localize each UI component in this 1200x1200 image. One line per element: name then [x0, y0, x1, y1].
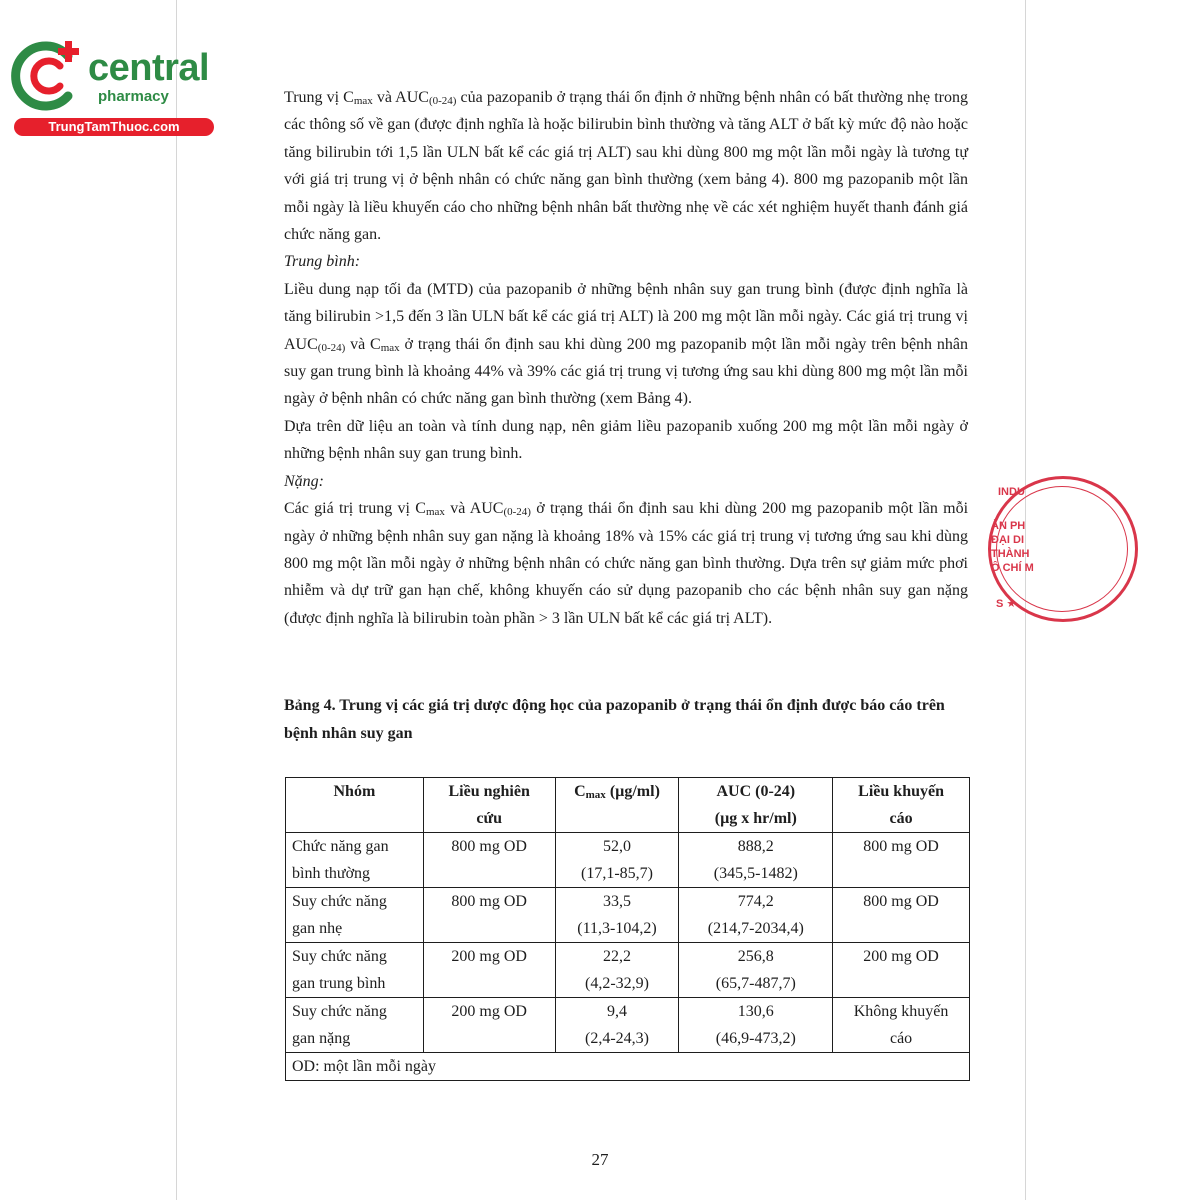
cell-recommended: [833, 943, 970, 998]
cell-text: Suy chức năng: [292, 948, 387, 965]
subscript: (0-24): [428, 95, 457, 107]
stamp-text: INDU: [998, 486, 1025, 498]
table-footnote-row: [286, 1053, 970, 1081]
cell-text: (46,9-473,2): [715, 1030, 796, 1047]
cell-dose: 800 mg OD: [423, 888, 555, 943]
table-row: [286, 833, 970, 888]
header-text: C: [574, 783, 586, 800]
cell-text: gan nặng: [292, 1030, 351, 1047]
heading-severe: Nặng:: [284, 472, 324, 490]
central-pharmacy-logo[interactable]: [10, 38, 215, 138]
paragraph-moderate: [284, 276, 968, 413]
pk-table: [285, 777, 970, 1081]
subscript: max: [585, 789, 606, 801]
cell-text: (65,7-487,7): [715, 975, 796, 992]
header-text: Liều khuyến: [858, 783, 944, 800]
stamp-text: S ★: [996, 598, 1017, 610]
cell-group: [286, 833, 424, 888]
cell-auc: [679, 833, 833, 888]
logo-brand-name: central: [88, 47, 210, 89]
text-run: ở trạng thái ổn định sau khi dùng 200 mg pazopanib một lần mỗi ngày ở những bệnh nhân suy gan nặng là khoảng 18% và 15% các giá trị trung vị tương ứng sau khi dùng 800 mg một lần mỗi ngày ở những bệnh nhân có chức năng gan bình thường. Dựa trên sự giảm mức phơi nhiễm và dự trữ gan hạn chế, không khuyến cáo sử dụng pazopanib cho các bệnh nhân suy gan nặng (được định nghĩa là bilirubin toàn phần > 3 lần ULN bất kể các giá trị ALT).: [284, 500, 969, 627]
cell-text: 200 mg OD: [863, 948, 939, 965]
text-run: và AUC: [372, 89, 429, 106]
cell-text: 33,5: [602, 893, 631, 910]
text-run: và AUC: [444, 500, 504, 518]
cell-text: 22,2: [602, 948, 631, 965]
cell-text: bình thường: [292, 865, 371, 882]
heading-moderate: Trung bình:: [284, 253, 361, 271]
cell-text: 800 mg OD: [863, 893, 939, 910]
cell-text: 9,4: [606, 1003, 627, 1020]
cell-text: 774,2: [737, 893, 774, 910]
header-text: Liều nghiên: [448, 783, 530, 800]
cell-text: (345,5-1482): [713, 865, 798, 882]
header-text: Nhóm: [333, 783, 376, 800]
body-text: [284, 84, 968, 632]
cell-auc: [679, 998, 833, 1053]
cell-text: Chức năng gan: [292, 838, 389, 855]
stamp-text: THÀNH: [991, 548, 1030, 560]
cell-text: Suy chức năng: [292, 1003, 387, 1020]
cell-group: [286, 943, 424, 998]
table-row: [286, 998, 970, 1053]
header-text: cứu: [476, 810, 502, 827]
header-cmax: [555, 778, 679, 833]
table-caption: Bảng 4. Trung vị các giá trị dược động học của pazopanib ở trạng thái ổn định được báo cáo trên bệnh nhân suy gan: [284, 697, 945, 742]
cell-text: Không khuyến: [853, 1003, 949, 1020]
cell-text: 130,6: [737, 1003, 774, 1020]
paragraph-dose-reduction: Dựa trên dữ liệu an toàn và tính dung nạp, nên giảm liều pazopanib xuống 200 mg một lần mỗi ngày ở những bệnh nhân suy gan trung bình.: [284, 417, 968, 463]
cell-text: 888,2: [737, 838, 774, 855]
official-seal-stamp: [982, 474, 1034, 624]
logo-subtitle: pharmacy: [98, 88, 169, 105]
text-run: Các giá trị trung vị C: [284, 500, 426, 518]
cell-recommended: [833, 833, 970, 888]
cell-recommended: [833, 998, 970, 1053]
paragraph-mild: [284, 84, 968, 248]
cell-dose: 800 mg OD: [423, 833, 555, 888]
table-footnote: OD: một lần mỗi ngày: [286, 1053, 970, 1081]
cell-cmax: [555, 998, 679, 1053]
cell-dose: 200 mg OD: [423, 943, 555, 998]
cell-text: Suy chức năng: [292, 893, 387, 910]
cell-text: (4,2-32,9): [585, 975, 649, 992]
cell-text: (214,7-2034,4): [707, 920, 804, 937]
cell-text: (2,4-24,3): [585, 1030, 649, 1047]
stamp-text: Ô CHÍ M: [991, 562, 1034, 574]
logo-url-badge[interactable]: TrungTamThuoc.com: [14, 118, 214, 136]
header-recommended: [833, 778, 970, 833]
cell-text: 52,0: [602, 838, 631, 855]
subscript: (0-24): [317, 341, 346, 354]
cell-recommended: [833, 888, 970, 943]
cell-cmax: [555, 943, 679, 998]
cell-text: (17,1-85,7): [581, 865, 653, 882]
header-text: (µg x hr/ml): [714, 810, 797, 827]
pharmacy-c-cross-icon: [10, 38, 90, 114]
header-dose: [423, 778, 555, 833]
header-text: AUC (0-24): [716, 783, 796, 800]
cell-text: gan trung bình: [292, 975, 386, 992]
cell-text: 256,8: [737, 948, 774, 965]
cell-text: 800 mg OD: [863, 838, 939, 855]
table-row: [286, 943, 970, 998]
cell-text: gan nhẹ: [292, 920, 343, 937]
cell-dose: 200 mg OD: [423, 998, 555, 1053]
text-run: Liều dung nạp tối đa (MTD) của pazopanib ở những bệnh nhân suy gan trung bình (được định nghĩa là tăng bilirubin >1,5 đến 3 lần ULN bất kể các giá trị ALT) là 200 mg một lần mỗi ngày. Các giá trị trung vị AUC: [284, 280, 968, 353]
cell-text: (11,3-104,2): [577, 920, 657, 937]
cell-group: [286, 998, 424, 1053]
table-header-row: [286, 778, 970, 833]
table-row: [286, 888, 970, 943]
cell-auc: [679, 888, 833, 943]
cell-group: [286, 888, 424, 943]
header-auc: [679, 778, 833, 833]
cell-cmax: [555, 833, 679, 888]
header-text: cáo: [889, 810, 913, 827]
header-text: (µg/ml): [605, 783, 660, 800]
text-run: của pazopanib ở trạng thái ổn định ở những bệnh nhân có bất thường nhẹ trong các thông số về gan (được định nghĩa là hoặc bilirubin bình thường và tăng ALT ở bất kỳ mức độ nào hoặc tăng bilirubin tới 1,5 lần ULN bất kể các giá trị ALT) sau khi dùng 800 mg một lần mỗi ngày là tương tự với giá trị trung vị ở bệnh nhân có chức năng gan bình thường (xem bảng 4). 800 mg pazopanib một lần mỗi ngày là liều khuyến cáo cho những bệnh nhân bất thường nhẹ về các xét nghiệm huyết thanh đánh giá chức năng gan.: [284, 89, 968, 244]
subscript: (0-24): [503, 506, 531, 519]
cell-auc: [679, 943, 833, 998]
page-number: 27: [591, 1150, 609, 1169]
text-run: ở trạng thái ổn định sau khi dùng 200 mg pazopanib một lần mỗi ngày trên bệnh nhân suy gan trung bình là khoảng 44% và 39% các giá trị trung vị tương ứng sau khi dùng 800 mg một lần mỗi ngày ở bệnh nhân có chức năng gan bình thường (xem Bảng 4).: [284, 335, 968, 408]
text-run: và C: [345, 335, 381, 353]
cell-cmax: [555, 888, 679, 943]
subscript: max: [425, 506, 445, 519]
subscript: max: [353, 95, 373, 107]
subscript: max: [380, 341, 400, 354]
stamp-text: ĐẠI DI: [991, 534, 1024, 546]
text-run: Trung vị C: [284, 89, 354, 106]
paragraph-severe: [284, 495, 968, 632]
cell-text: cáo: [889, 1030, 913, 1047]
stamp-text: ẢN PH: [991, 520, 1026, 532]
header-group: [286, 778, 424, 833]
